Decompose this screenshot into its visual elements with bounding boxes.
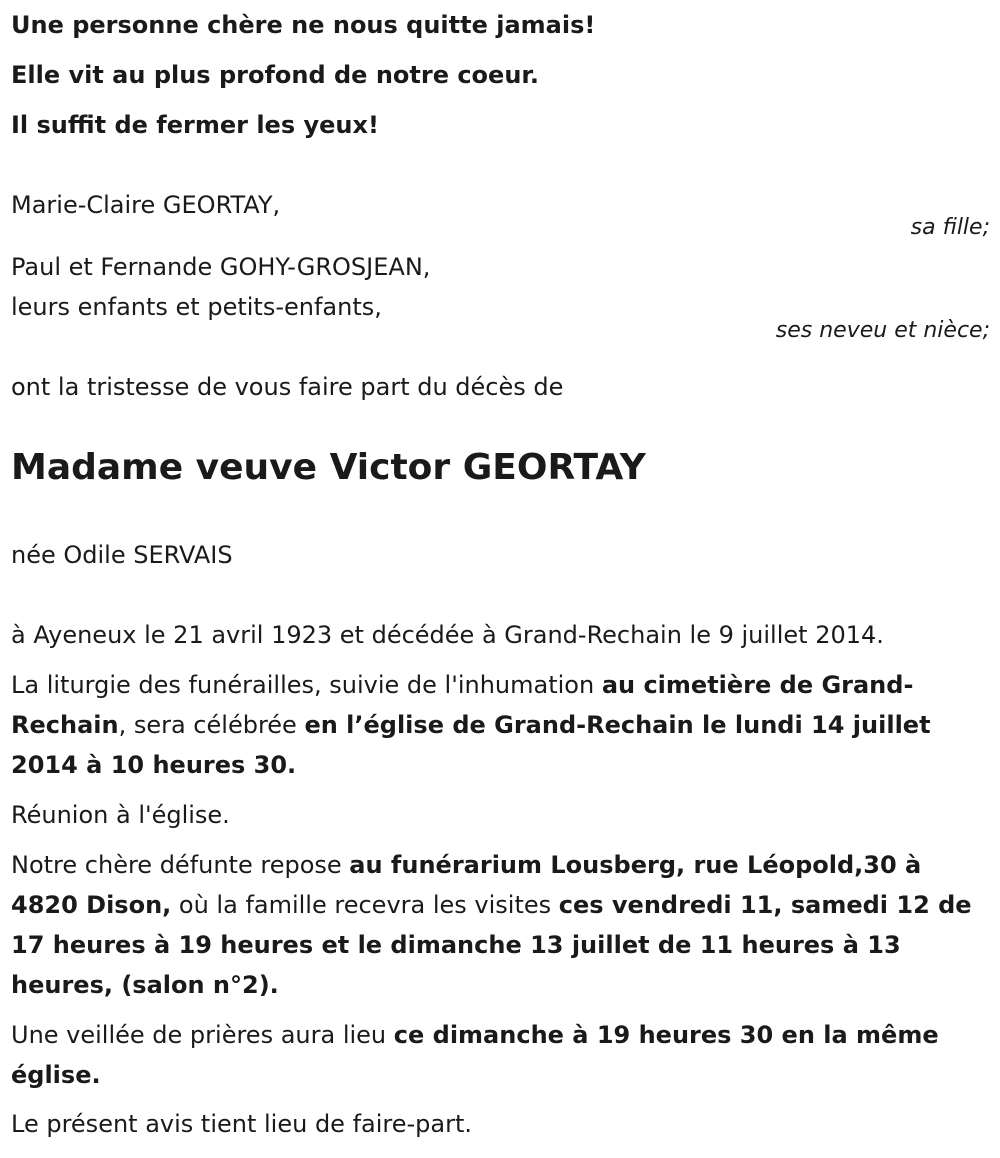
family-member-children: leurs enfants et petits-enfants, (11, 293, 382, 321)
maiden-name: née Odile SERVAIS (11, 541, 233, 569)
funeral-cemetery: au cimetière de Grand-Rechain (11, 671, 914, 739)
vigil-details: ce dimanche à 19 heures 30 en la même église. (11, 1021, 939, 1089)
funeral-text-1: La liturgie des funérailles, suivie de l'inhumation (11, 671, 602, 699)
closing-text: Le présent avis tient lieu de faire-part. (11, 1110, 473, 1138)
vigil-text: Une veillée de prières aura lieu (11, 1021, 394, 1049)
vigil-paragraph (11, 1015, 989, 1095)
visits-funeral-home: au funérarium Lousberg, rue Léopold,30 à 4820 Dison, (11, 851, 922, 919)
relation-daughter: sa fille; (910, 215, 990, 240)
quote-line-2: Elle vit au plus profond de notre coeur. (11, 61, 539, 89)
announcement-text: ont la tristesse de vous faire part du décès de (11, 373, 564, 401)
relation-nephew-niece: ses neveu et nièce; (775, 318, 990, 343)
birth-death-dates: à Ayeneux le 21 avril 1923 et décédée à Grand-Rechain le 9 juillet 2014. (11, 621, 884, 649)
funeral-paragraph (11, 665, 989, 785)
quote-line-3: Il suffit de fermer les yeux! (11, 111, 379, 139)
visits-text-2: où la famille recevra les visites (171, 891, 559, 919)
visits-text-1: Notre chère défunte repose (11, 851, 350, 879)
family-member-nephew-niece: Paul et Fernande GOHY-GROSJEAN, (11, 253, 431, 281)
deceased-name: Madame veuve Victor GEORTAY (11, 447, 646, 488)
family-member-daughter: Marie-Claire GEORTAY, (11, 191, 281, 219)
quote-line-1: Une personne chère ne nous quitte jamais! (11, 11, 596, 39)
funeral-text-2: , sera célébrée (118, 711, 305, 739)
funeral-church-date: en l’église de Grand-Rechain le lundi 14 juillet 2014 à 10 heures 30. (11, 711, 931, 779)
visits-paragraph (11, 845, 989, 1005)
visits-schedule: ces vendredi 11, samedi 12 de 17 heures à 19 heures et le dimanche 13 juillet de 11 heures à 13 heures, (salon n°2). (11, 891, 972, 999)
meeting-text: Réunion à l'église. (11, 801, 230, 829)
